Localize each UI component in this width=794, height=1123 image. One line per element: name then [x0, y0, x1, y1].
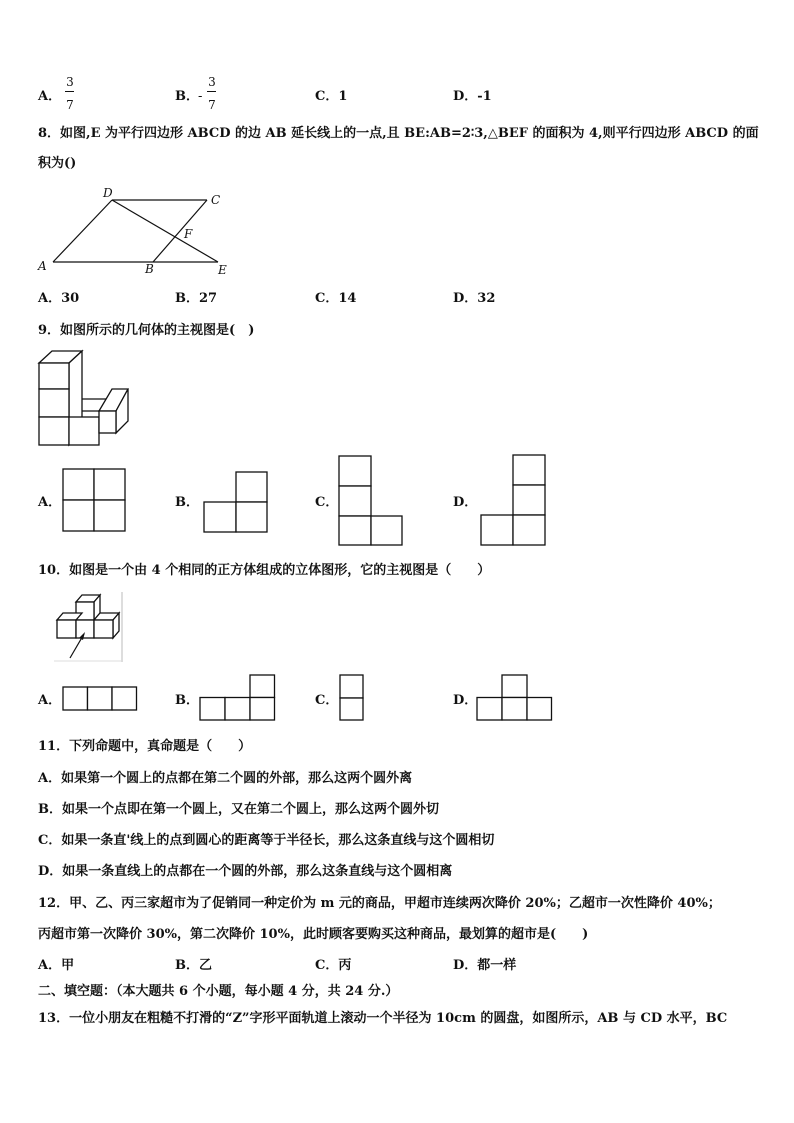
label-e: E	[218, 263, 227, 277]
q12-text-line1: 12．甲、乙、丙三家超市为了促销同一种定价为 m 元的商品，甲超市连续两次降价 20%；乙超市一次性降价 40%；	[38, 896, 721, 911]
q11-option-c: C．如果一条直'线上的点到圆心的距离等于半径长，那么这条直线与这个圆相切	[38, 833, 495, 848]
label-c: C	[211, 193, 221, 207]
q10-option-c-label: C．	[315, 693, 339, 708]
q9-option-d-label: D．	[453, 495, 478, 510]
q12-text-line2: 丙超市第一次降价 30%，第二次降价 10%，此时顾客要购买这种商品，最划算的超市是( )	[38, 927, 589, 942]
q10-text: 10．如图是一个由 4 个相同的正方体组成的立体图形，它的主视图是（ ）	[38, 563, 491, 578]
q10-option-a-label: A．	[38, 693, 62, 708]
q9-option-d-view	[480, 454, 547, 547]
q10-option-d-label: D．	[453, 693, 478, 708]
q8-text-line2: 积为()	[38, 156, 77, 171]
q9-option-b-view	[203, 471, 269, 534]
q9-option-c-label: C．	[315, 495, 339, 510]
section-2-title: 二、填空题：（本大题共 6 个小题，每小题 4 分，共 24 分.）	[38, 984, 399, 999]
segment-de	[112, 200, 218, 262]
q7-option-a-fraction-bar	[65, 91, 74, 92]
q9-option-a-view	[62, 468, 127, 533]
cube-front-face	[69, 417, 99, 445]
q12-option-a: A．甲	[38, 958, 75, 973]
cube-front-face	[99, 411, 116, 433]
q8-option-d: D．32	[453, 291, 496, 306]
q10-option-b-view	[199, 674, 277, 722]
label-a: A	[38, 259, 47, 273]
q13-text-line1: 13．一位小朋友在粗糙不打滑的“Z”字形平面轨道上滚动一个半径为 10cm 的圆盘，如图所示，AB 与 CD 水平，BC	[38, 1011, 728, 1026]
q11-option-d: D．如果一条直线上的点都在一个圆的外部，那么这条直线与这个圆相离	[38, 864, 453, 879]
q9-option-b-label: B．	[175, 495, 199, 510]
q11-option-a: A．如果第一个圆上的点都在第二个圆的外部，那么这两个圆外离	[38, 771, 413, 786]
segment-cb	[153, 200, 207, 262]
q9-solid-figure	[36, 346, 132, 448]
q10-solid-figure	[52, 590, 126, 664]
q7-option-b-sign: -	[198, 89, 203, 104]
cube-front-face	[39, 417, 69, 445]
label-d: D	[103, 186, 113, 200]
q9-text: 9．如图所示的几何体的主视图是( )	[38, 323, 255, 338]
q10-option-a-view	[62, 686, 138, 712]
q7-option-a-numerator: 3	[66, 75, 74, 89]
cube-front-face	[39, 363, 69, 389]
q12-option-b: B．乙	[175, 958, 212, 973]
q7-option-d: D．-1	[453, 89, 492, 104]
label-b: B	[145, 262, 154, 276]
segment-ad	[53, 200, 112, 262]
q12-option-d: D．都一样	[453, 958, 517, 973]
q7-option-b-label: B．	[175, 89, 199, 104]
q8-option-c: C．14	[315, 291, 357, 306]
q11-option-b: B．如果一个点即在第一个圆上，又在第二个圆上，那么这两个圆外切	[38, 802, 439, 817]
q8-option-a: A．30	[38, 291, 80, 306]
q10-option-d-view	[476, 674, 554, 722]
q10-option-c-view	[339, 674, 365, 722]
q7-option-a-denominator: 7	[66, 98, 74, 112]
q9-option-c-view	[338, 455, 404, 547]
q10-option-b-label: B．	[175, 693, 199, 708]
q12-option-c: C．丙	[315, 958, 352, 973]
q8-parallelogram-figure	[35, 188, 235, 280]
q7-option-b-numerator: 3	[208, 75, 216, 89]
q7-option-b-fraction-bar	[207, 91, 216, 92]
cube-front-face	[39, 389, 69, 417]
q8-option-b: B．27	[175, 291, 218, 306]
q8-text-line1: 8．如图,E 为平行四边形 ABCD 的边 AB 延长线上的一点,且 BE:AB=2∶3,△BEF 的面积为 4,则平行四边形 ABCD 的面	[38, 126, 759, 141]
q7-option-b-denominator: 7	[208, 98, 216, 112]
q7-option-a-label: A．	[38, 89, 62, 104]
label-f: F	[184, 227, 193, 241]
q9-option-a-label: A．	[38, 495, 62, 510]
q11-text: 11．下列命题中，真命题是（ ）	[38, 739, 252, 754]
q7-option-c: C．1	[315, 89, 348, 104]
